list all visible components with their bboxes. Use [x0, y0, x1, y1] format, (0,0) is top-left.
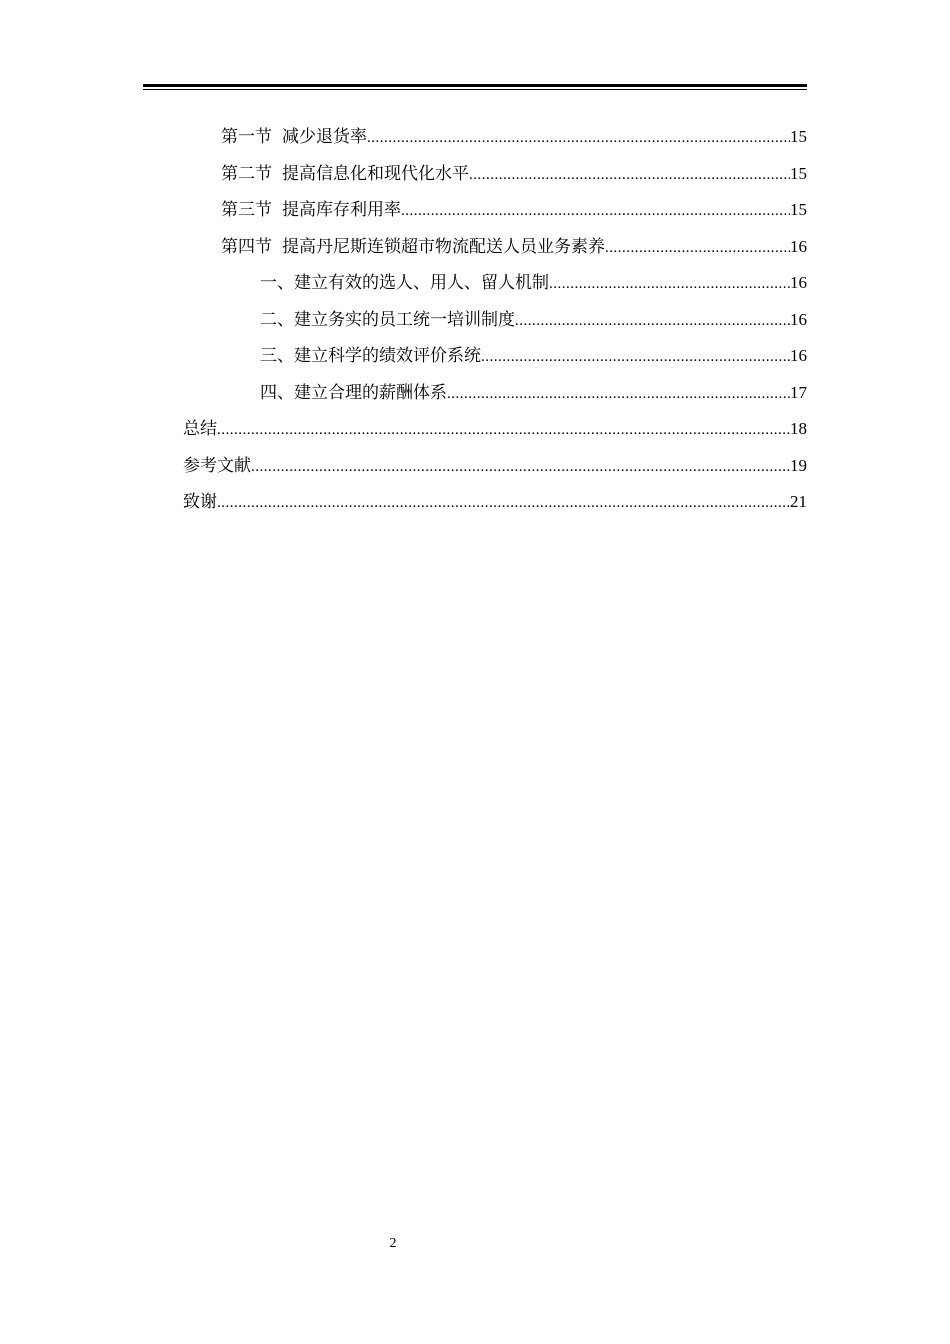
toc-section-title: 一、建立有效的选人、用人、留人机制: [260, 273, 549, 293]
toc-entry[interactable]: [221, 234, 807, 260]
toc-section-title: 致谢: [183, 492, 217, 512]
toc-section-title: 提高丹尼斯连锁超市物流配送人员业务素养: [282, 236, 605, 257]
toc-page-number: 15: [790, 200, 807, 219]
toc-entry-title: [221, 197, 401, 223]
toc-page-number: 18: [790, 419, 807, 438]
toc-entry-title: [221, 124, 367, 150]
toc-entry[interactable]: [183, 489, 807, 515]
toc-entry[interactable]: [260, 380, 807, 406]
toc-section-number: 第四节: [221, 236, 272, 257]
toc-dot-leader: [447, 381, 790, 407]
toc-dot-leader: [217, 490, 790, 516]
toc-entry[interactable]: [221, 124, 807, 150]
toc-dot-leader: [515, 308, 790, 334]
toc-dot-leader: [481, 344, 790, 370]
toc-page-number: 15: [790, 127, 807, 146]
toc-page-number: 16: [790, 236, 807, 256]
toc-dot-leader: [251, 454, 790, 480]
toc-page-number: 16: [790, 346, 807, 365]
toc-page-number: 16: [790, 273, 807, 292]
toc-entry[interactable]: [260, 270, 807, 296]
toc-dot-leader: [605, 235, 790, 261]
toc-dot-leader: [217, 417, 790, 443]
toc-entry[interactable]: [260, 307, 807, 333]
toc-entry-title: [221, 161, 469, 187]
toc-page-number: 16: [790, 309, 807, 329]
toc-section-number: 第一节: [221, 127, 272, 147]
toc-page-number: 17: [790, 382, 807, 402]
toc-dot-leader: [549, 271, 790, 297]
header-rule-thick: [143, 84, 807, 87]
toc-entry[interactable]: [221, 197, 807, 223]
toc-section-number: 第二节: [221, 163, 272, 184]
toc-section-title: 二、建立务实的员工统一培训制度: [260, 309, 515, 330]
toc-section-title: 参考文献: [183, 455, 251, 476]
toc-entry[interactable]: [183, 416, 807, 442]
toc-dot-leader: [401, 198, 790, 224]
toc-section-title: 四、建立合理的薪酬体系: [260, 382, 447, 403]
toc-dot-leader: [367, 125, 790, 151]
toc-section-title: 提高信息化和现代化水平: [282, 163, 469, 184]
page-number: 2: [389, 1236, 397, 1251]
toc-section-title: 减少退货率: [282, 127, 367, 147]
toc-page-number: 19: [790, 455, 807, 475]
toc-entry[interactable]: [183, 453, 807, 479]
toc-entry[interactable]: [260, 343, 807, 369]
toc-section-title: 总结: [183, 419, 217, 439]
toc-page-number: 15: [790, 163, 807, 183]
toc-section-title: 三、建立科学的绩效评价系统: [260, 346, 481, 366]
toc-section-number: 第三节: [221, 200, 272, 220]
toc-entry[interactable]: [221, 161, 807, 187]
toc-section-title: 提高库存利用率: [282, 200, 401, 220]
header-rule-thin: [143, 89, 807, 90]
toc-page-number: 21: [790, 492, 807, 511]
toc-dot-leader: [469, 162, 790, 188]
toc-entry-title: [221, 234, 605, 260]
